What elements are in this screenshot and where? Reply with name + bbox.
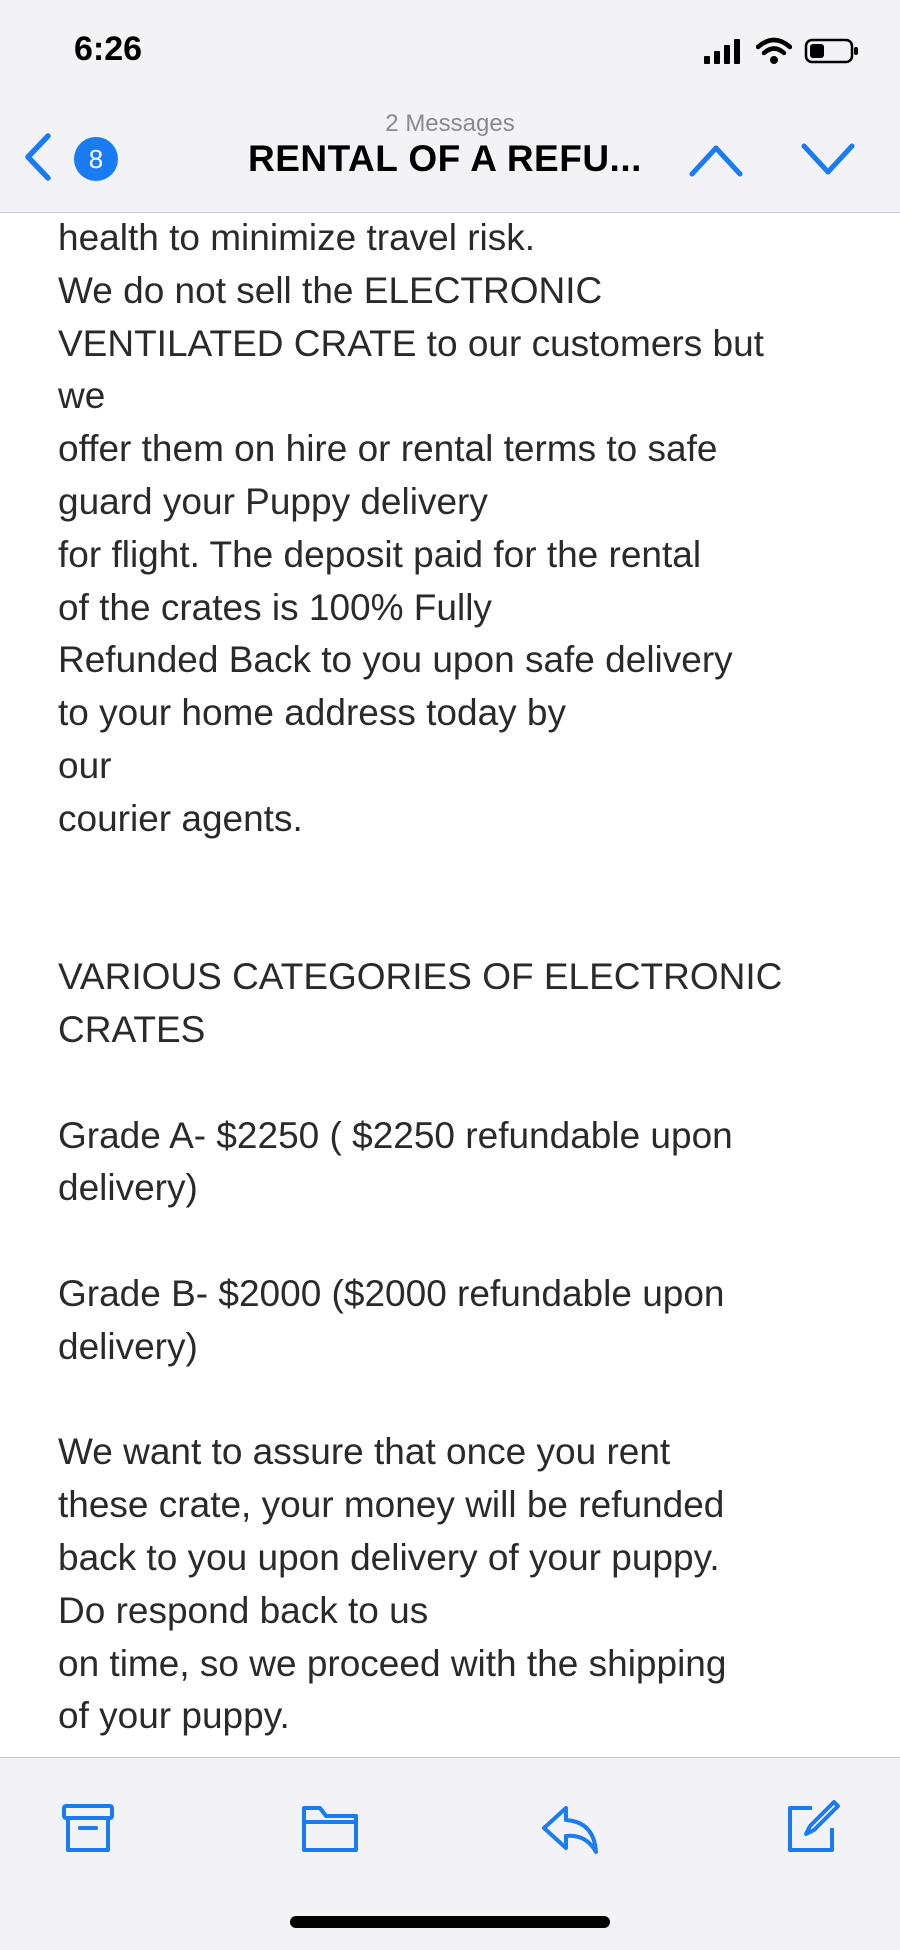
email-line: Do respond back to us	[58, 1589, 429, 1631]
email-line: offer them on hire or rental terms to safe	[58, 428, 718, 470]
email-line: VENTILATED CRATE to our customers but	[58, 322, 764, 364]
chevron-down-icon[interactable]	[800, 142, 856, 178]
email-line: CRATES	[58, 1008, 206, 1050]
email-line: our	[58, 744, 112, 786]
folder-icon[interactable]	[300, 1798, 360, 1858]
email-line: VARIOUS CATEGORIES OF ELECTRONIC	[58, 956, 783, 998]
compose-icon[interactable]	[782, 1798, 842, 1858]
status-icons	[704, 36, 860, 66]
blank-line	[58, 898, 858, 951]
blank-line	[58, 846, 858, 899]
email-line: to your home address today by	[58, 692, 567, 734]
battery-icon	[804, 37, 860, 65]
message-count: 2 Messages	[385, 110, 515, 137]
email-line: of your puppy.	[58, 1695, 290, 1737]
email-line: Grade B- $2000 ($2000 refundable upon	[58, 1272, 725, 1314]
status-bar	[0, 0, 900, 110]
blank-line	[58, 1057, 858, 1110]
blank-line	[58, 1215, 858, 1268]
email-line: delivery)	[58, 1325, 198, 1367]
email-line: health to minimize travel risk.	[58, 217, 536, 258]
email-body	[58, 212, 858, 1757]
chevron-left-icon[interactable]	[20, 132, 56, 182]
message-nav-bar	[0, 100, 900, 213]
email-line: these crate, your money will be refunded	[58, 1484, 725, 1526]
email-line: We want to assure that once you rent	[58, 1431, 671, 1473]
email-line: delivery)	[58, 1167, 198, 1209]
unread-badge[interactable]: 8	[74, 137, 118, 181]
email-line: for flight. The deposit paid for the rental	[58, 533, 702, 575]
email-line: back to you upon delivery of your puppy.	[58, 1536, 720, 1578]
email-line: Grade A- $2250 ( $2250 refundable upon	[58, 1114, 733, 1156]
email-line: we	[58, 375, 106, 417]
status-time: 6:26	[74, 30, 143, 68]
thread-title: RENTAL OF A REFU...	[248, 138, 642, 179]
email-line: guard your Puppy delivery	[58, 480, 488, 522]
email-line: Refunded Back to you upon safe delivery	[58, 639, 733, 681]
archive-icon[interactable]	[58, 1798, 118, 1858]
wifi-icon	[756, 37, 792, 65]
email-line: on time, so we proceed with the shipping	[58, 1642, 727, 1684]
blank-line	[58, 1374, 858, 1427]
cellular-signal-icon	[704, 38, 744, 64]
reply-icon[interactable]	[540, 1798, 600, 1858]
email-line: We do not sell the ELECTRONIC	[58, 269, 603, 311]
email-line: courier agents.	[58, 797, 303, 839]
home-indicator	[290, 1916, 610, 1928]
chevron-up-icon[interactable]	[688, 142, 744, 178]
email-line: of the crates is 100% Fully	[58, 586, 492, 628]
